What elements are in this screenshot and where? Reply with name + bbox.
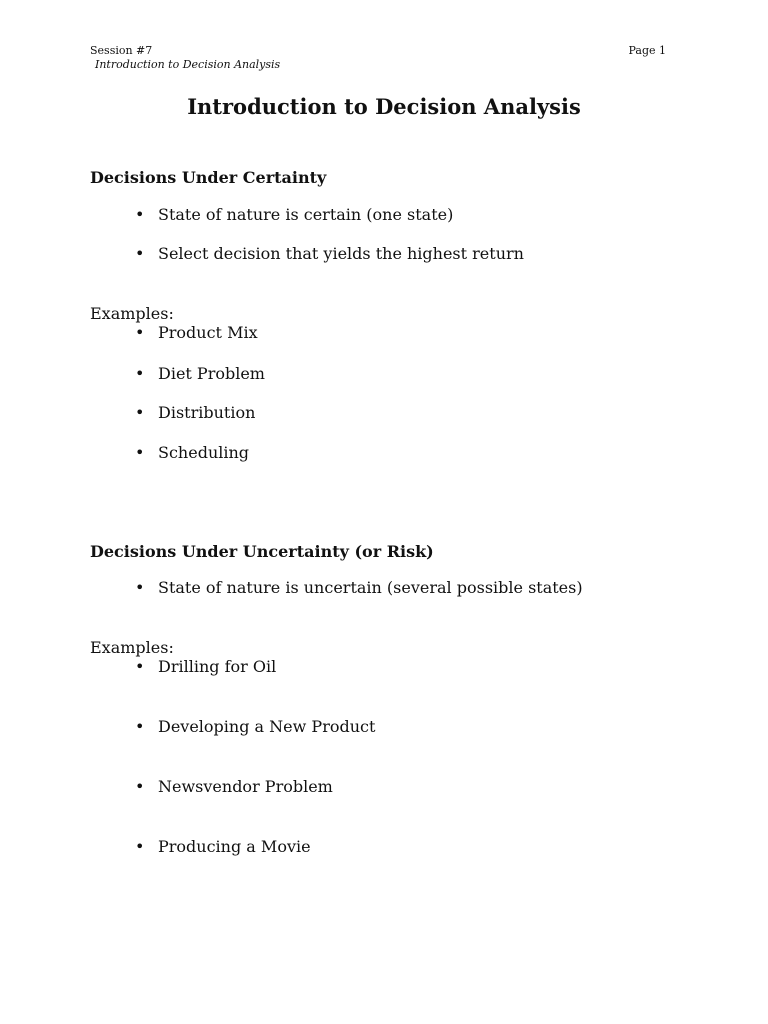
- bullet-icon: •: [135, 403, 145, 422]
- list-item: • Product Mix: [135, 323, 258, 342]
- section-heading-certainty: Decisions Under Certainty: [90, 168, 327, 187]
- list-item: • Newsvendor Problem: [135, 777, 333, 796]
- list-item: • Distribution: [135, 403, 256, 422]
- list-item: • State of nature is uncertain (several possible states): [135, 578, 583, 597]
- list-item: • Scheduling: [135, 443, 250, 462]
- page-number: Page 1: [628, 44, 666, 57]
- bullet-icon: •: [135, 323, 145, 342]
- bullet-icon: •: [135, 364, 145, 383]
- bullet-icon: •: [135, 578, 145, 597]
- examples-label: Examples:: [90, 304, 174, 323]
- bullet-icon: •: [135, 443, 145, 462]
- list-item: • Producing a Movie: [135, 837, 311, 856]
- bullet-icon: •: [135, 657, 145, 676]
- list-item: • Drilling for Oil: [135, 657, 277, 676]
- examples-label: Examples:: [90, 638, 174, 657]
- running-title: Introduction to Decision Analysis: [95, 58, 281, 71]
- list-item: • Diet Problem: [135, 364, 265, 383]
- session-label: Session #7: [90, 44, 153, 57]
- bullet-icon: •: [135, 837, 145, 856]
- page-title: Introduction to Decision Analysis: [187, 94, 581, 119]
- list-item: • Developing a New Product: [135, 717, 376, 736]
- bullet-icon: •: [135, 777, 145, 796]
- bullet-icon: •: [135, 205, 145, 224]
- bullet-icon: •: [135, 244, 145, 263]
- list-item: • Select decision that yields the highest return: [135, 244, 524, 263]
- section-heading-uncertainty: Decisions Under Uncertainty (or Risk): [90, 542, 434, 561]
- bullet-icon: •: [135, 717, 145, 736]
- list-item: • State of nature is certain (one state): [135, 205, 454, 224]
